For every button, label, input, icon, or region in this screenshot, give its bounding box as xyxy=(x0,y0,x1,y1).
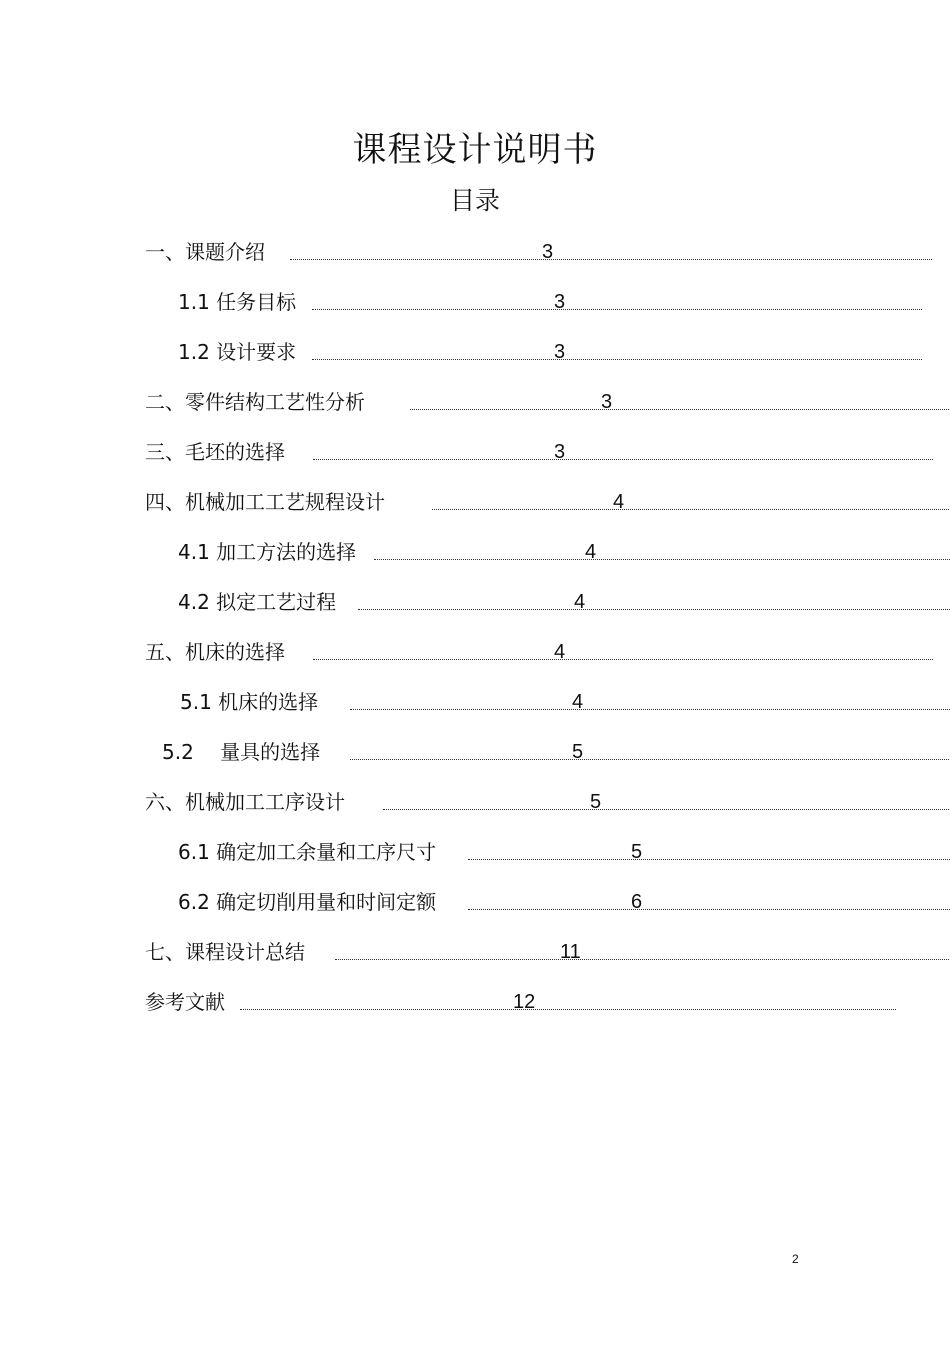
toc-entry-page: 4 xyxy=(574,591,586,613)
toc-entry-label: 4.1 加工方法的选择 xyxy=(178,540,357,564)
toc-entry-label: 五、机床的选择 xyxy=(145,640,285,664)
toc-entry-label: 六、机械加工工序设计 xyxy=(145,790,345,814)
toc-leader xyxy=(240,1009,896,1010)
toc-entry-label: 参考文献 xyxy=(145,990,225,1014)
toc-leader xyxy=(350,709,950,710)
toc-entry-page: 11 xyxy=(560,941,581,963)
toc-leader xyxy=(468,909,950,910)
document-title: 课程设计说明书 xyxy=(352,130,598,170)
toc-entry-page: 3 xyxy=(554,341,566,363)
toc-entry-label: 4.2 拟定工艺过程 xyxy=(178,590,337,614)
toc-entry-page: 3 xyxy=(554,291,566,313)
toc-leader xyxy=(374,559,950,560)
toc-entry-label: 1.2 设计要求 xyxy=(178,340,297,364)
toc-entry-label: 四、机械加工工艺规程设计 xyxy=(145,490,385,514)
toc-entry-page: 6 xyxy=(631,891,643,913)
toc-entry-page: 4 xyxy=(585,541,597,563)
toc-leader xyxy=(350,759,950,760)
toc-entry-label: 七、课程设计总结 xyxy=(145,940,305,964)
toc-entry-page: 4 xyxy=(613,491,625,513)
toc-entry-page: 12 xyxy=(513,991,536,1013)
page-number: 2 xyxy=(792,1252,799,1266)
toc-leader xyxy=(313,659,933,660)
toc-entry-page: 3 xyxy=(542,241,554,263)
toc-leader xyxy=(432,509,950,510)
toc-leader xyxy=(312,309,922,310)
toc-leader xyxy=(468,859,950,860)
toc-entry-label: 一、课题介绍 xyxy=(145,240,265,264)
toc-entry-page: 5 xyxy=(631,841,643,863)
toc-leader xyxy=(312,359,922,360)
toc-entry-label: 二、零件结构工艺性分析 xyxy=(145,390,365,414)
toc-leader xyxy=(358,609,950,610)
toc-leader xyxy=(335,959,950,960)
toc-entry-page: 4 xyxy=(572,691,584,713)
toc-leader xyxy=(383,809,950,810)
toc-entry-label: 5.1 机床的选择 xyxy=(180,690,319,714)
toc-entry-page: 3 xyxy=(554,441,566,463)
toc-entry-label: 5.2 量具的选择 xyxy=(162,740,321,764)
toc-entry-page: 5 xyxy=(572,741,584,763)
toc-leader xyxy=(290,259,932,260)
toc-entry-label: 6.2 确定切削用量和时间定额 xyxy=(178,890,437,914)
toc-leader xyxy=(410,409,950,410)
toc-entry-label: 三、毛坯的选择 xyxy=(145,440,285,464)
toc-entry-page: 3 xyxy=(601,391,613,413)
toc-leader xyxy=(313,459,933,460)
toc-entry-page: 4 xyxy=(554,641,566,663)
toc-entry-label: 6.1 确定加工余量和工序尺寸 xyxy=(178,840,437,864)
toc-entry-label: 1.1 任务目标 xyxy=(178,290,297,314)
toc-heading: 目录 xyxy=(449,186,500,215)
toc-entry-page: 5 xyxy=(590,791,602,813)
